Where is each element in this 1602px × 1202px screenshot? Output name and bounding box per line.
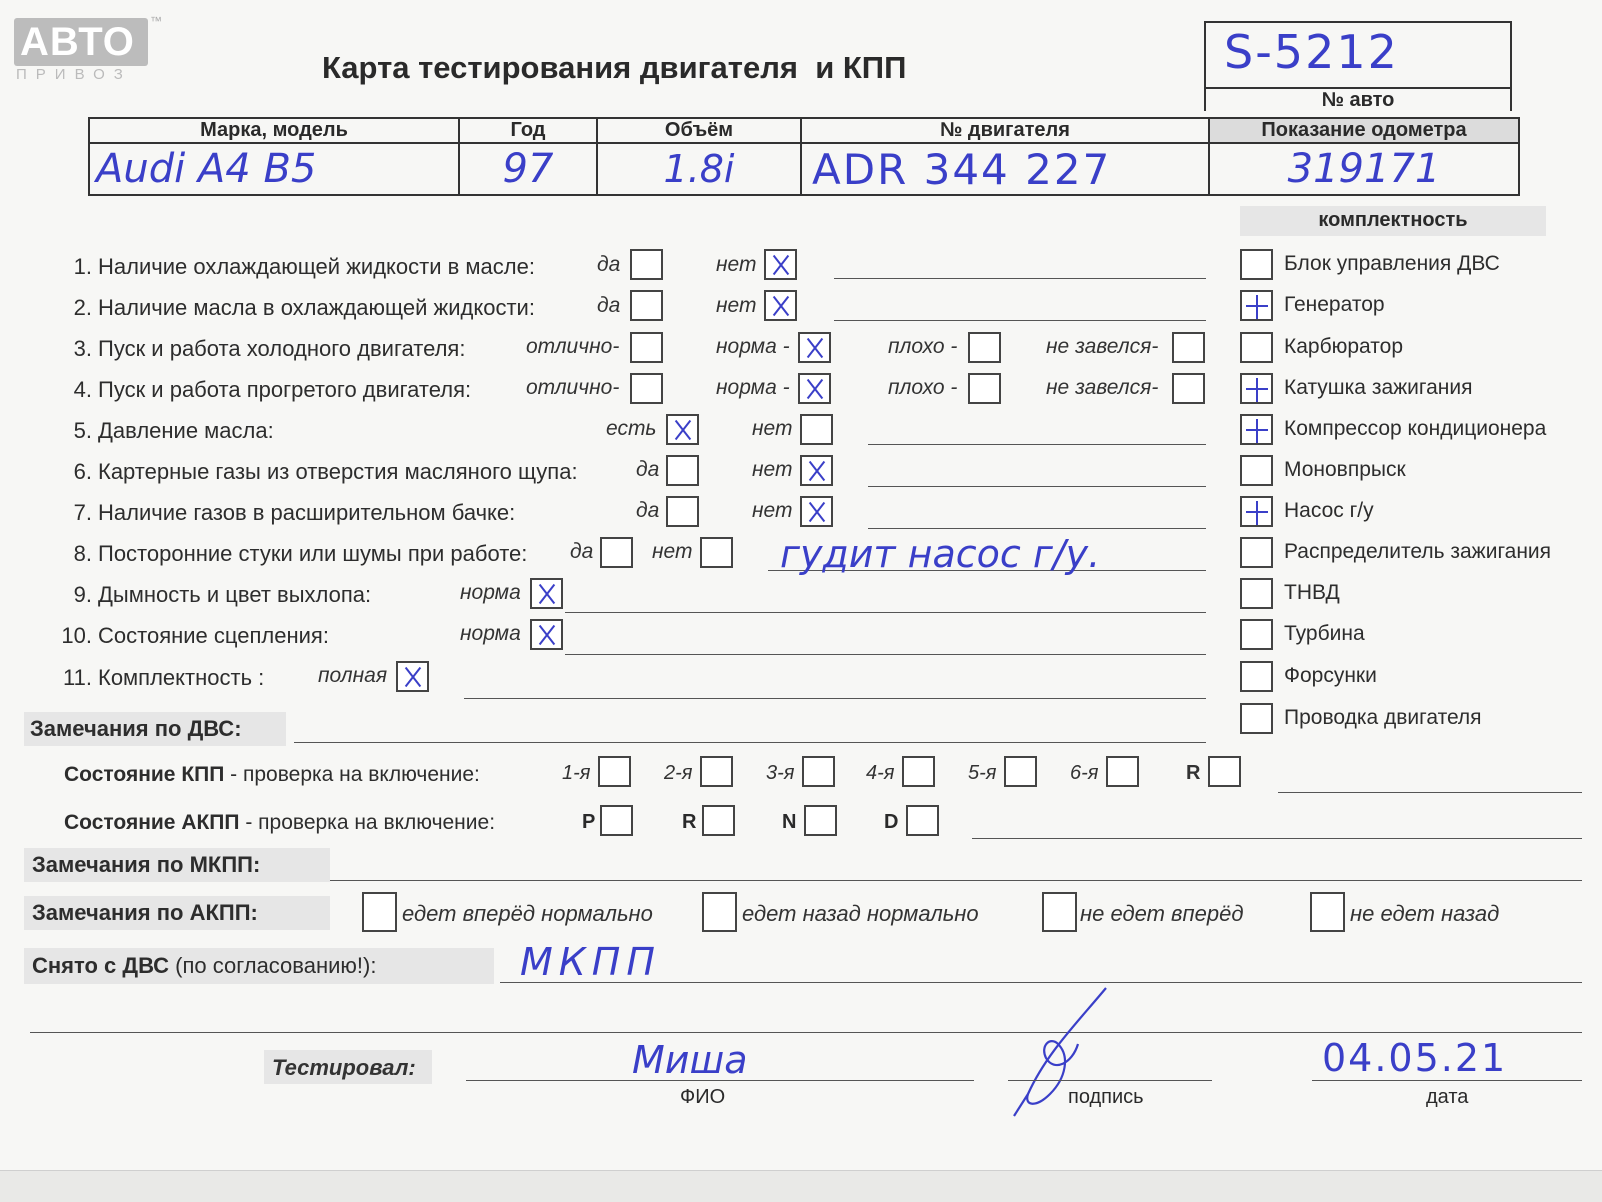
mode-p-label: P xyxy=(582,811,596,833)
q3-option-excellent: отлично- xyxy=(526,335,620,358)
q8-yes-checkbox[interactable] xyxy=(600,537,633,568)
q5-no-checkbox[interactable] xyxy=(800,414,833,445)
question-2: 2. Наличие масла в охлаждающей жидкости: xyxy=(73,295,535,320)
q1-option-yes: да xyxy=(597,253,621,276)
akpp-line xyxy=(972,838,1582,839)
kit-label-tnvd: ТНВД xyxy=(1284,581,1340,604)
gear-3-checkbox[interactable] xyxy=(802,756,835,787)
question-4: 4. Пуск и работа прогретого двигателя: xyxy=(73,377,472,402)
gear-1-label: 1-я xyxy=(562,762,591,784)
q11-line xyxy=(464,698,1206,699)
kit-checkbox-monoinjection[interactable] xyxy=(1240,455,1273,486)
q3-option-bad: плохо - xyxy=(888,335,958,358)
removed-line xyxy=(500,982,1582,983)
akpp-backward-ok-checkbox[interactable] xyxy=(702,892,737,932)
akpp-label: Состояние АКПП - проверка на включение: xyxy=(64,811,496,834)
mode-r-label: R xyxy=(682,811,697,833)
q8-option-no: нет xyxy=(652,540,693,563)
kit-label-injectors: Форсунки xyxy=(1284,664,1377,687)
akpp-no-forward-checkbox[interactable] xyxy=(1042,892,1077,932)
q10-option-normal: норма xyxy=(460,622,521,645)
signature-caption: подпись xyxy=(1068,1086,1144,1108)
col-odometer: Показание одометра xyxy=(1209,118,1519,143)
gear-r-label: R xyxy=(1186,762,1201,784)
q4-option-bad: плохо - xyxy=(888,376,958,399)
bottom-edge xyxy=(0,1170,1602,1202)
car-number-value: S-5212 xyxy=(1224,25,1399,79)
question-7: 7. Наличие газов в расширительном бачке: xyxy=(73,500,516,525)
name-caption: ФИО xyxy=(680,1086,726,1108)
gear-3-label: 3-я xyxy=(766,762,795,784)
q9-option-normal: норма xyxy=(460,581,521,604)
kit-label-ecu: Блок управления ДВС xyxy=(1284,252,1500,275)
kpp-line xyxy=(1278,792,1582,793)
question-3: 3. Пуск и работа холодного двигателя: xyxy=(73,336,466,361)
question-8: 8. Посторонние стуки или шумы при работе: xyxy=(73,541,528,566)
kit-label-monoinjection: Моновпрыск xyxy=(1284,458,1406,481)
signature-line xyxy=(1008,1080,1212,1081)
engine-remarks-line xyxy=(294,742,1206,743)
value-volume: 1.8i xyxy=(597,143,801,195)
value-year: 97 xyxy=(459,143,597,195)
gear-4-checkbox[interactable] xyxy=(902,756,935,787)
tester-name: Миша xyxy=(632,1038,748,1082)
kit-checkbox-carburetor[interactable] xyxy=(1240,332,1273,363)
q1-option-no: нет xyxy=(716,253,757,276)
q8-option-yes: да xyxy=(570,540,594,563)
mkpp-remarks-line xyxy=(330,880,1582,881)
mode-p-checkbox[interactable] xyxy=(600,805,633,836)
q5-yes-checkbox[interactable] xyxy=(666,414,699,445)
q6-line xyxy=(868,486,1206,487)
engine-remarks-label: Замечания по ДВС: xyxy=(30,716,242,741)
kpp-label: Состояние КПП - проверка на включение: xyxy=(64,763,480,786)
q9-normal-checkbox[interactable] xyxy=(530,578,563,609)
q2-line xyxy=(834,320,1206,321)
removed-value: МКПП xyxy=(520,940,661,984)
q3-excellent-checkbox[interactable] xyxy=(630,332,663,363)
q7-option-no: нет xyxy=(752,499,793,522)
question-6: 6. Картерные газы из отверстия масляного щупа: xyxy=(73,459,578,484)
akpp-no-backward-checkbox[interactable] xyxy=(1310,892,1345,932)
q3-option-nostart: не завелся- xyxy=(1046,335,1159,358)
mode-d-label: D xyxy=(884,811,899,833)
q4-excellent-checkbox[interactable] xyxy=(630,373,663,404)
col-engine-no: № двигателя xyxy=(801,118,1209,143)
q10-normal-checkbox[interactable] xyxy=(530,619,563,650)
kit-title: комплектность xyxy=(1318,209,1468,231)
value-engine-no: ADR 344 227 xyxy=(801,143,1209,195)
value-model: Audi A4 B5 xyxy=(89,143,459,195)
kit-checkbox-ecu[interactable] xyxy=(1240,249,1273,280)
q5-option-no: нет xyxy=(752,417,793,440)
q6-option-yes: да xyxy=(636,458,660,481)
car-number-label: № авто xyxy=(1206,87,1510,113)
q1-line xyxy=(834,278,1206,279)
test-date: 04.05.21 xyxy=(1322,1036,1508,1080)
akpp-no-forward-label: не едет вперёд xyxy=(1080,901,1244,926)
col-year: Год xyxy=(459,118,597,143)
name-line xyxy=(466,1080,974,1081)
gear-5-label: 5-я xyxy=(968,762,997,784)
gear-4-label: 4-я xyxy=(866,762,895,784)
q4-option-nostart: не завелся- xyxy=(1046,376,1159,399)
question-5: 5. Давление масла: xyxy=(73,418,274,443)
q2-no-checkbox[interactable] xyxy=(764,290,797,321)
q5-option-yes: есть xyxy=(606,417,657,440)
q3-bad-checkbox[interactable] xyxy=(968,332,1001,363)
q6-yes-checkbox[interactable] xyxy=(666,455,699,486)
q2-option-no: нет xyxy=(716,294,757,317)
kit-checkbox-ac-compressor[interactable] xyxy=(1240,414,1273,445)
q4-option-normal: норма - xyxy=(716,376,790,399)
question-11: 11. Комплектность : xyxy=(63,665,265,690)
car-number-box xyxy=(1204,21,1512,111)
question-1: 1. Наличие охлаждающей жидкости в масле: xyxy=(73,254,535,279)
kit-checkbox-ignition-coil[interactable] xyxy=(1240,373,1273,404)
watermark-brand: АВТО xyxy=(20,20,135,64)
akpp-remarks-label: Замечания по АКПП: xyxy=(32,900,258,925)
q5-line xyxy=(868,444,1206,445)
q11-full-checkbox[interactable] xyxy=(396,661,429,692)
removed-label: Снято с ДВС (по согласованию!): xyxy=(32,953,377,978)
q7-no-checkbox[interactable] xyxy=(800,496,833,527)
gear-1-checkbox[interactable] xyxy=(598,756,631,787)
watermark-logo xyxy=(14,18,148,66)
akpp-backward-ok-label: едет назад нормально xyxy=(742,901,979,926)
gear-r-checkbox[interactable] xyxy=(1208,756,1241,787)
q6-option-no: нет xyxy=(752,458,793,481)
date-caption: дата xyxy=(1426,1086,1469,1108)
q4-nostart-checkbox[interactable] xyxy=(1172,373,1205,404)
date-line xyxy=(1312,1080,1582,1081)
kit-checkbox-wiring[interactable] xyxy=(1240,703,1273,734)
q7-option-yes: да xyxy=(636,499,660,522)
mode-d-checkbox[interactable] xyxy=(906,805,939,836)
gear-5-checkbox[interactable] xyxy=(1004,756,1037,787)
watermark-tagline: ПРИВОЗ xyxy=(16,66,132,83)
q4-bad-checkbox[interactable] xyxy=(968,373,1001,404)
kit-label-turbine: Турбина xyxy=(1284,622,1365,645)
page-title: Карта тестирования двигателя и КПП xyxy=(322,50,907,85)
vehicle-table xyxy=(88,117,1520,196)
kit-label-distributor: Распределитель зажигания xyxy=(1284,540,1552,563)
gear-2-checkbox[interactable] xyxy=(700,756,733,787)
col-volume: Объём xyxy=(597,118,801,143)
col-model: Марка, модель xyxy=(89,118,459,143)
tested-label: Тестировал: xyxy=(272,1055,416,1080)
q1-no-checkbox[interactable] xyxy=(764,249,797,280)
q7-line xyxy=(868,528,1206,529)
q6-no-checkbox[interactable] xyxy=(800,455,833,486)
kit-checkbox-generator[interactable] xyxy=(1240,290,1273,321)
q4-option-excellent: отлично- xyxy=(526,376,620,399)
q8-note: гудит насос г/у. xyxy=(780,532,1101,576)
question-10: 10. Состояние сцепления: xyxy=(61,623,329,648)
mode-r-checkbox[interactable] xyxy=(702,805,735,836)
q8-no-checkbox[interactable] xyxy=(700,537,733,568)
extra-line xyxy=(30,1032,1582,1033)
q10-line xyxy=(565,654,1206,655)
akpp-forward-ok-checkbox[interactable] xyxy=(362,892,397,932)
akpp-forward-ok-label: едет вперёд нормально xyxy=(402,901,653,926)
kit-label-wiring: Проводка двигателя xyxy=(1284,706,1482,729)
akpp-no-backward-label: не едет назад xyxy=(1350,901,1500,926)
q11-option-full: полная xyxy=(318,664,388,687)
q3-normal-checkbox[interactable] xyxy=(798,332,831,363)
watermark-tm: ™ xyxy=(150,14,162,28)
gear-6-checkbox[interactable] xyxy=(1106,756,1139,787)
gear-2-label: 2-я xyxy=(664,762,693,784)
gear-6-label: 6-я xyxy=(1070,762,1099,784)
q3-nostart-checkbox[interactable] xyxy=(1172,332,1205,363)
q9-line xyxy=(565,612,1206,613)
q3-option-normal: норма - xyxy=(716,335,790,358)
kit-label-generator: Генератор xyxy=(1284,293,1385,316)
question-9: 9. Дымность и цвет выхлопа: xyxy=(73,582,372,607)
kit-checkbox-ps-pump[interactable] xyxy=(1240,496,1273,527)
mkpp-remarks-label: Замечания по МКПП: xyxy=(32,852,261,877)
value-odometer: 319171 xyxy=(1209,143,1519,195)
q1-yes-checkbox[interactable] xyxy=(630,249,663,280)
mode-n-checkbox[interactable] xyxy=(804,805,837,836)
q7-yes-checkbox[interactable] xyxy=(666,496,699,527)
q2-option-yes: да xyxy=(597,294,621,317)
mode-n-label: N xyxy=(782,811,797,833)
kit-label-ignition-coil: Катушка зажигания xyxy=(1284,376,1473,399)
kit-checkbox-distributor[interactable] xyxy=(1240,537,1273,568)
kit-label-ac-compressor: Компрессор кондиционера xyxy=(1284,417,1547,440)
q4-normal-checkbox[interactable] xyxy=(798,373,831,404)
q2-yes-checkbox[interactable] xyxy=(630,290,663,321)
kit-checkbox-injectors[interactable] xyxy=(1240,661,1273,692)
kit-label-carburetor: Карбюратор xyxy=(1284,335,1404,358)
kit-label-ps-pump: Насос г/у xyxy=(1284,499,1374,522)
kit-checkbox-tnvd[interactable] xyxy=(1240,578,1273,609)
kit-checkbox-turbine[interactable] xyxy=(1240,619,1273,650)
